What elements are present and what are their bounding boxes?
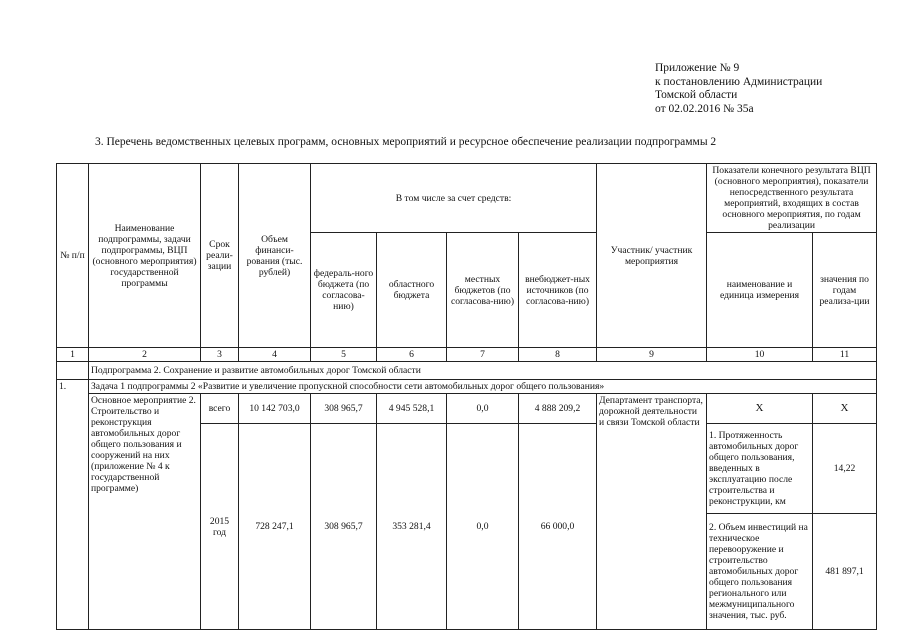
- annex-line-3: Томской области: [655, 89, 738, 101]
- col-number: 6: [377, 348, 447, 362]
- document-title: 3. Перечень ведомственных целевых программ, основных мероприятий и ресурсное обеспечение реализации подпрограммы 2: [95, 136, 717, 148]
- column-numbers-row: [57, 348, 877, 362]
- indicator-2-value: 481 897,1: [813, 514, 877, 630]
- task-row: [57, 380, 877, 394]
- year-period: 2015 год: [201, 424, 239, 630]
- total-federal: 308 965,7: [311, 394, 377, 424]
- header-row-1: [57, 164, 877, 233]
- header-period: Срок реали-зации: [201, 164, 239, 348]
- task-number: 1.: [57, 380, 89, 630]
- header-local: местных бюджетов (по согласова-нию): [447, 233, 519, 348]
- indicator-1-name: 1. Протяженность автомобильных дорог общего пользования, введенных в эксплуатацию после строительства и реконструкции, км: [707, 424, 813, 514]
- indicator-1-value: 14,22: [813, 424, 877, 514]
- header-indicator-value: значения по годам реализа-ции: [813, 233, 877, 348]
- total-volume: 10 142 703,0: [239, 394, 311, 424]
- year-extra: 66 000,0: [519, 424, 597, 630]
- header-regional: областного бюджета: [377, 233, 447, 348]
- annex-block: [655, 62, 822, 116]
- total-period: всего: [201, 394, 239, 424]
- total-extra: 4 888 209,2: [519, 394, 597, 424]
- year-regional: 353 281,4: [377, 424, 447, 630]
- subprogram-row: [57, 362, 877, 380]
- header-number: № п/п: [57, 164, 89, 348]
- header-extra: внебюджет-ных источников (по согласова-нию): [519, 233, 597, 348]
- indicator-2-name: 2. Объем инвестиций на техническое перевооружение и строительство автомобильных дорог общего пользования регионального или межмуниципального значения, тыс. руб.: [707, 514, 813, 630]
- measure-participant: Департамент транспорта, дорожной деятельности и связи Томской области: [597, 394, 707, 630]
- col-number: 4: [239, 348, 311, 362]
- header-indicator-name: наименование и единица измерения: [707, 233, 813, 348]
- col-number: 11: [813, 348, 877, 362]
- col-number: 3: [201, 348, 239, 362]
- annex-line-4: от 02.02.2016 № 35а: [655, 102, 754, 115]
- col-number: 1: [57, 348, 89, 362]
- col-number: 8: [519, 348, 597, 362]
- header-name: Наименование подпрограммы, задачи подпрограммы, ВЦП (основного мероприятия) государственной программы: [89, 164, 201, 348]
- col-number: 5: [311, 348, 377, 362]
- task-title: Задача 1 подпрограммы 2 «Развитие и увеличение пропускной способности сети автомобильных дорог общего пользования»: [89, 380, 877, 394]
- header-participant: Участник/ участник мероприятия: [597, 164, 707, 348]
- col-number: 7: [447, 348, 519, 362]
- total-regional: 4 945 528,1: [377, 394, 447, 424]
- year-volume: 728 247,1: [239, 424, 311, 630]
- header-volume: Объем финанси-рования (тыс. рублей): [239, 164, 311, 348]
- col-number: 9: [597, 348, 707, 362]
- header-sources-group: В том числе за счет средств:: [311, 164, 597, 233]
- annex-line-2: к постановлению Администрации: [655, 75, 823, 88]
- annex-line-1: Приложение № 9: [655, 62, 740, 74]
- empty-cell: [57, 362, 89, 380]
- year-local: 0,0: [447, 424, 519, 630]
- measure-name: Основное мероприятие 2. Строительство и реконструкция автомобильных дорог общего пользования и сооружений на них (приложение № 4 к государственной программе): [89, 394, 201, 630]
- measure-total-row: [57, 394, 877, 424]
- total-indicator-value: Х: [813, 394, 877, 424]
- total-local: 0,0: [447, 394, 519, 424]
- header-indicators-group: Показатели конечного результата ВЦП (основного мероприятия), показатели непосредственного результата мероприятий, входящих в состав основного мероприятия, по годам реализации: [707, 164, 877, 233]
- total-indicator-name: Х: [707, 394, 813, 424]
- header-federal: федераль-ного бюджета (по согласова-нию): [311, 233, 377, 348]
- program-table: [56, 163, 877, 630]
- col-number: 10: [707, 348, 813, 362]
- col-number: 2: [89, 348, 201, 362]
- year-federal: 308 965,7: [311, 424, 377, 630]
- subprogram-title: Подпрограмма 2. Сохранение и развитие автомобильных дорог Томской области: [89, 362, 877, 380]
